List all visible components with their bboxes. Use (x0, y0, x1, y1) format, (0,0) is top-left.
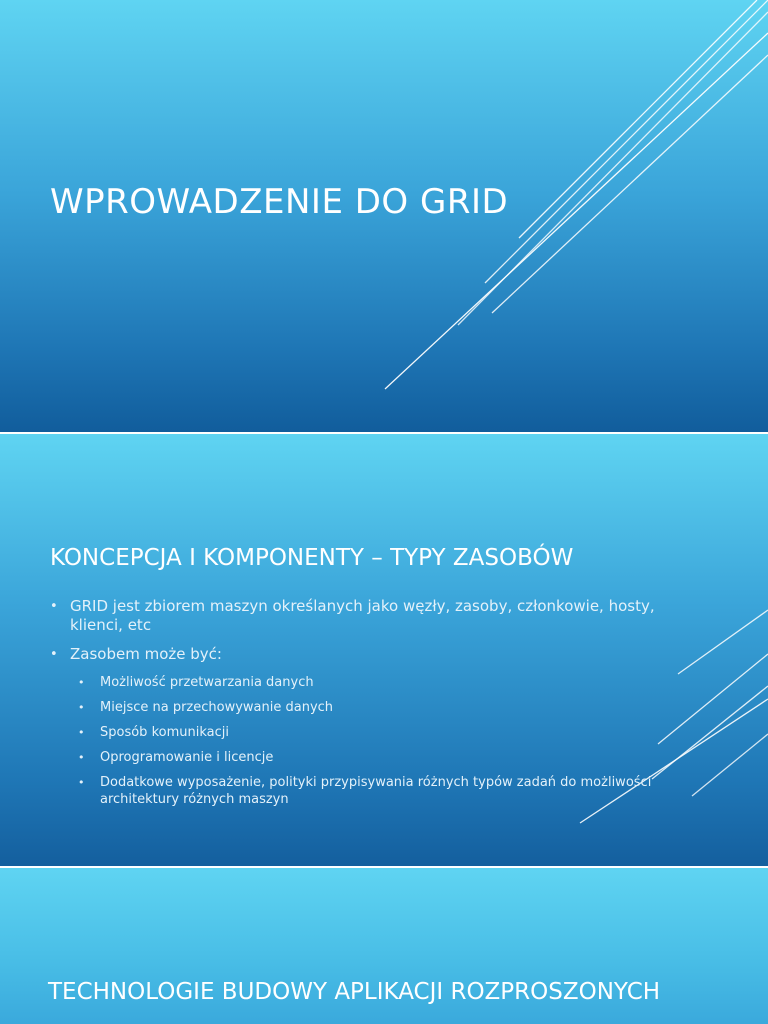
slide-title: WPROWADZENIE DO GRID (50, 182, 509, 222)
sub-bullet-item: • Oprogramowanie i licencje (48, 749, 688, 766)
slide-3 (0, 868, 768, 1024)
sub-bullet-item: • Możliwość przetwarzania danych (48, 674, 688, 691)
slide-title: KONCEPCJA I KOMPONENTY – TYPY ZASOBÓW (50, 545, 574, 571)
bullet-item: • Zasobem może być: (48, 645, 688, 664)
slide-2 (0, 434, 768, 866)
bullet-item: • GRID jest zbiorem maszyn określanych jako węzły, zasoby, członkowie, hosty, klienci, etc (48, 597, 688, 635)
sub-bullet-item: • Dodatkowe wyposażenie, polityki przypisywania różnych typów zadań do możliwości architektury różnych maszyn (48, 774, 688, 808)
slide-content (48, 597, 688, 816)
sub-bullet-list (48, 674, 688, 808)
sub-bullet-item: • Sposób komunikacji (48, 724, 688, 741)
slide-title: TECHNOLOGIE BUDOWY APLIKACJI ROZPROSZONYCH (48, 979, 661, 1005)
sub-bullet-item: • Miejsce na przechowywanie danych (48, 699, 688, 716)
slide-1 (0, 0, 768, 432)
